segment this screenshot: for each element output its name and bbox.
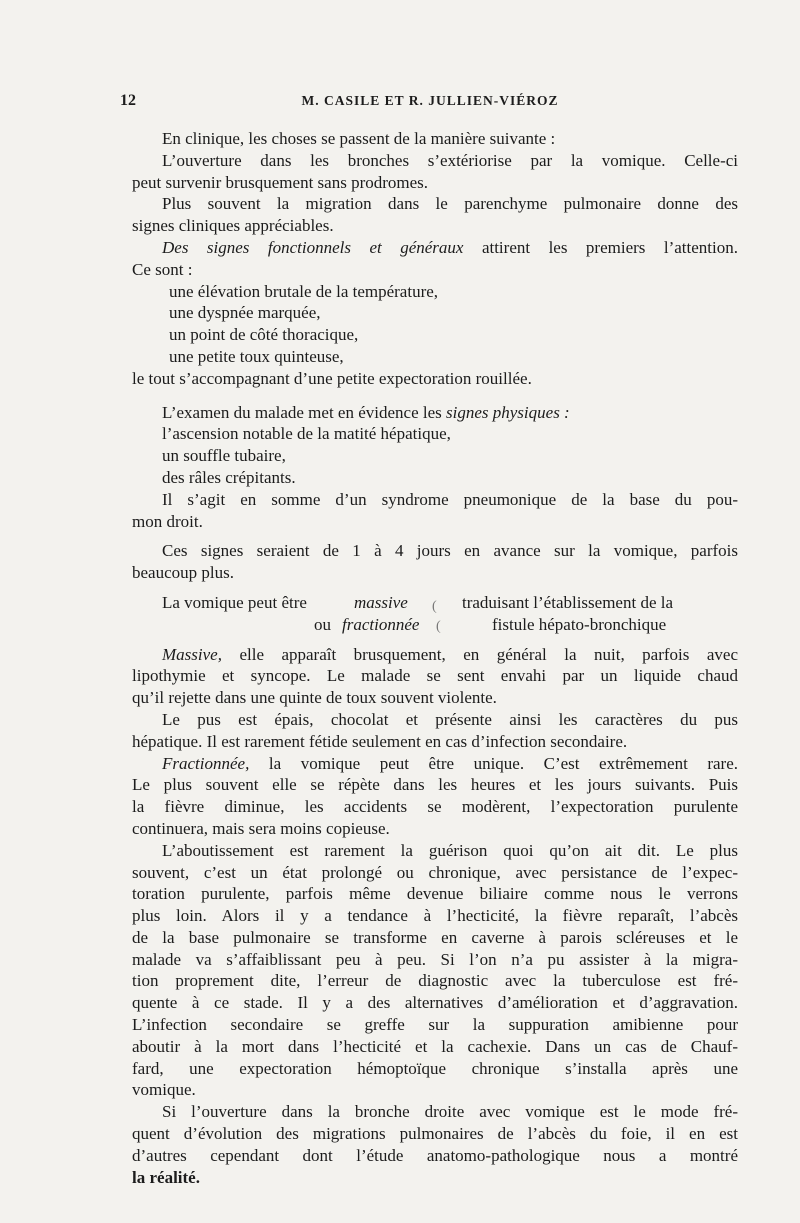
text-line [132, 402, 738, 424]
text-line: L’ouverture dans les bronches s’extériorise par la vomique. Celle-ci [162, 150, 738, 170]
text-line [132, 237, 738, 259]
page-number: 12 [120, 92, 136, 109]
text-line: Ces signes seraient de 1 à 4 jours en avance sur la vomique, parfois [162, 541, 738, 561]
paragraph-gap [132, 390, 738, 402]
text-line: Le plus souvent elle se répète dans les heures et les jours suivants. Puis [132, 775, 738, 795]
body-text [132, 128, 738, 1188]
text-line: tion proprement dite, l’erreur de diagnostic avec la tuberculose est fré- [132, 971, 738, 991]
emphasis: Des signes fonctionnels et généraux [162, 237, 464, 257]
text-line: signes cliniques appréciables. [132, 216, 334, 236]
paragraph-gap [132, 636, 738, 644]
list-item: une élévation brutale de la température, [169, 281, 439, 301]
text-line: Le pus est épais, chocolat et présente ainsi les caractères du pus [162, 709, 738, 729]
text-line: fard, une expectoration hémoptoïque chronique s’installa après une [132, 1058, 738, 1078]
text-line: toration purulente, parfois même devenue biliaire comme nous le verrons [132, 884, 738, 904]
text-line: continuera, mais sera moins copieuse. [132, 818, 390, 838]
text-span: la vomique peut être unique. C’est extrêmement rare. [249, 753, 738, 773]
text-line: quente à ce stade. Il y a des alternatives d’amélioration et d’aggravation. [132, 993, 738, 1013]
text-span: attirent les premiers l’attention. [463, 237, 738, 257]
text-line [132, 753, 738, 775]
alternative-row-2 [132, 614, 738, 636]
text-line: lipothymie et syncope. Le malade se sent envahi par un liquide chaud [132, 666, 738, 686]
text-line: beaucoup plus. [132, 563, 234, 583]
text-line: de la base pulmonaire se transforme en caverne à parois scléreuses et le [132, 927, 738, 947]
emphasis: massive [354, 592, 408, 612]
text-line: d’autres cependant dont l’étude anatomo-pathologique nous a montré [132, 1145, 738, 1165]
brace-mark: ( [432, 598, 437, 614]
brace-mark: ( [436, 618, 441, 634]
text-line: aboutir à la mort dans l’hecticité et la cachexie. Dans un cas de Chauf- [132, 1036, 738, 1056]
text-line: la fièvre diminue, les accidents se modèrent, l’expectoration purulente [132, 797, 738, 817]
text-line: plus loin. Alors il y a tendance à l’hecticité, la fièvre reparaît, l’abcès [132, 906, 738, 926]
paragraph-gap [132, 584, 738, 592]
list-item: des râles crépitants. [162, 467, 296, 487]
emphasis: fractionnée [342, 614, 420, 634]
text-line: L’aboutissement est rarement la guérison quoi qu’on ait dit. Le plus [162, 840, 738, 860]
text-line: Si l’ouverture dans la bronche droite avec vomique est le mode fré- [162, 1102, 738, 1122]
emphasis: Fractionnée, [162, 753, 250, 773]
alternative-row-1 [132, 592, 738, 614]
running-title: M. CASILE ET R. JULLIEN-VIÉROZ [301, 93, 559, 108]
text-line: Plus souvent la migration dans le parenchyme pulmonaire donne des [162, 194, 738, 214]
text-line: L’infection secondaire se greffe sur la suppuration amibienne pour [132, 1015, 738, 1035]
text-line: hépatique. Il est rarement fétide seulement en cas d’infection secondaire. [132, 731, 628, 751]
text-span: L’examen du malade met en évidence les [162, 402, 447, 422]
text-line: quent d’évolution des migrations pulmonaires de l’abcès du foie, il en est [132, 1124, 738, 1144]
text-line: souvent, c’est un état prolongé ou chronique, avec persistance de l’expec- [132, 862, 738, 882]
text-span: fistule hépato-bronchique [492, 614, 667, 634]
text-line: peut survenir brusquement sans prodromes. [132, 172, 429, 192]
text-span: traduisant l’établissement de la [462, 592, 674, 612]
text-span: ou [314, 614, 331, 634]
list-item: une petite toux quinteuse, [169, 346, 344, 366]
list-item: un souffle tubaire, [162, 446, 286, 466]
list-item: une dyspnée marquée, [169, 303, 321, 323]
text-line: En clinique, les choses se passent de la manière suivante : [162, 129, 556, 148]
list-item: un point de côté thoracique, [169, 325, 359, 345]
text-span: La vomique peut être [162, 592, 307, 612]
text-line: la réalité. [132, 1167, 200, 1187]
text-line: qu’il rejette dans une quinte de toux souvent violente. [132, 688, 497, 708]
text-line: vomique. [132, 1080, 196, 1100]
emphasis: Massive, [162, 644, 222, 664]
page-header [120, 92, 740, 112]
text-line: mon droit. [132, 511, 203, 531]
text-span: elle apparaît brusquement, en général la nuit, parfois avec [221, 644, 738, 664]
emphasis: signes physiques : [446, 402, 570, 422]
text-line: malade va s’affaiblissant peu à peu. Si l’on n’a pu assister à la migra- [132, 949, 738, 969]
text-line: Il s’agit en somme d’un syndrome pneumonique de la base du pou- [162, 489, 738, 509]
text-line: le tout s’accompagnant d’une petite expectoration rouillée. [132, 368, 532, 388]
list-item: l’ascension notable de la matité hépatique, [162, 424, 451, 444]
text-line: Ce sont : [132, 259, 193, 279]
paragraph-gap [132, 532, 738, 540]
text-line [132, 644, 738, 666]
